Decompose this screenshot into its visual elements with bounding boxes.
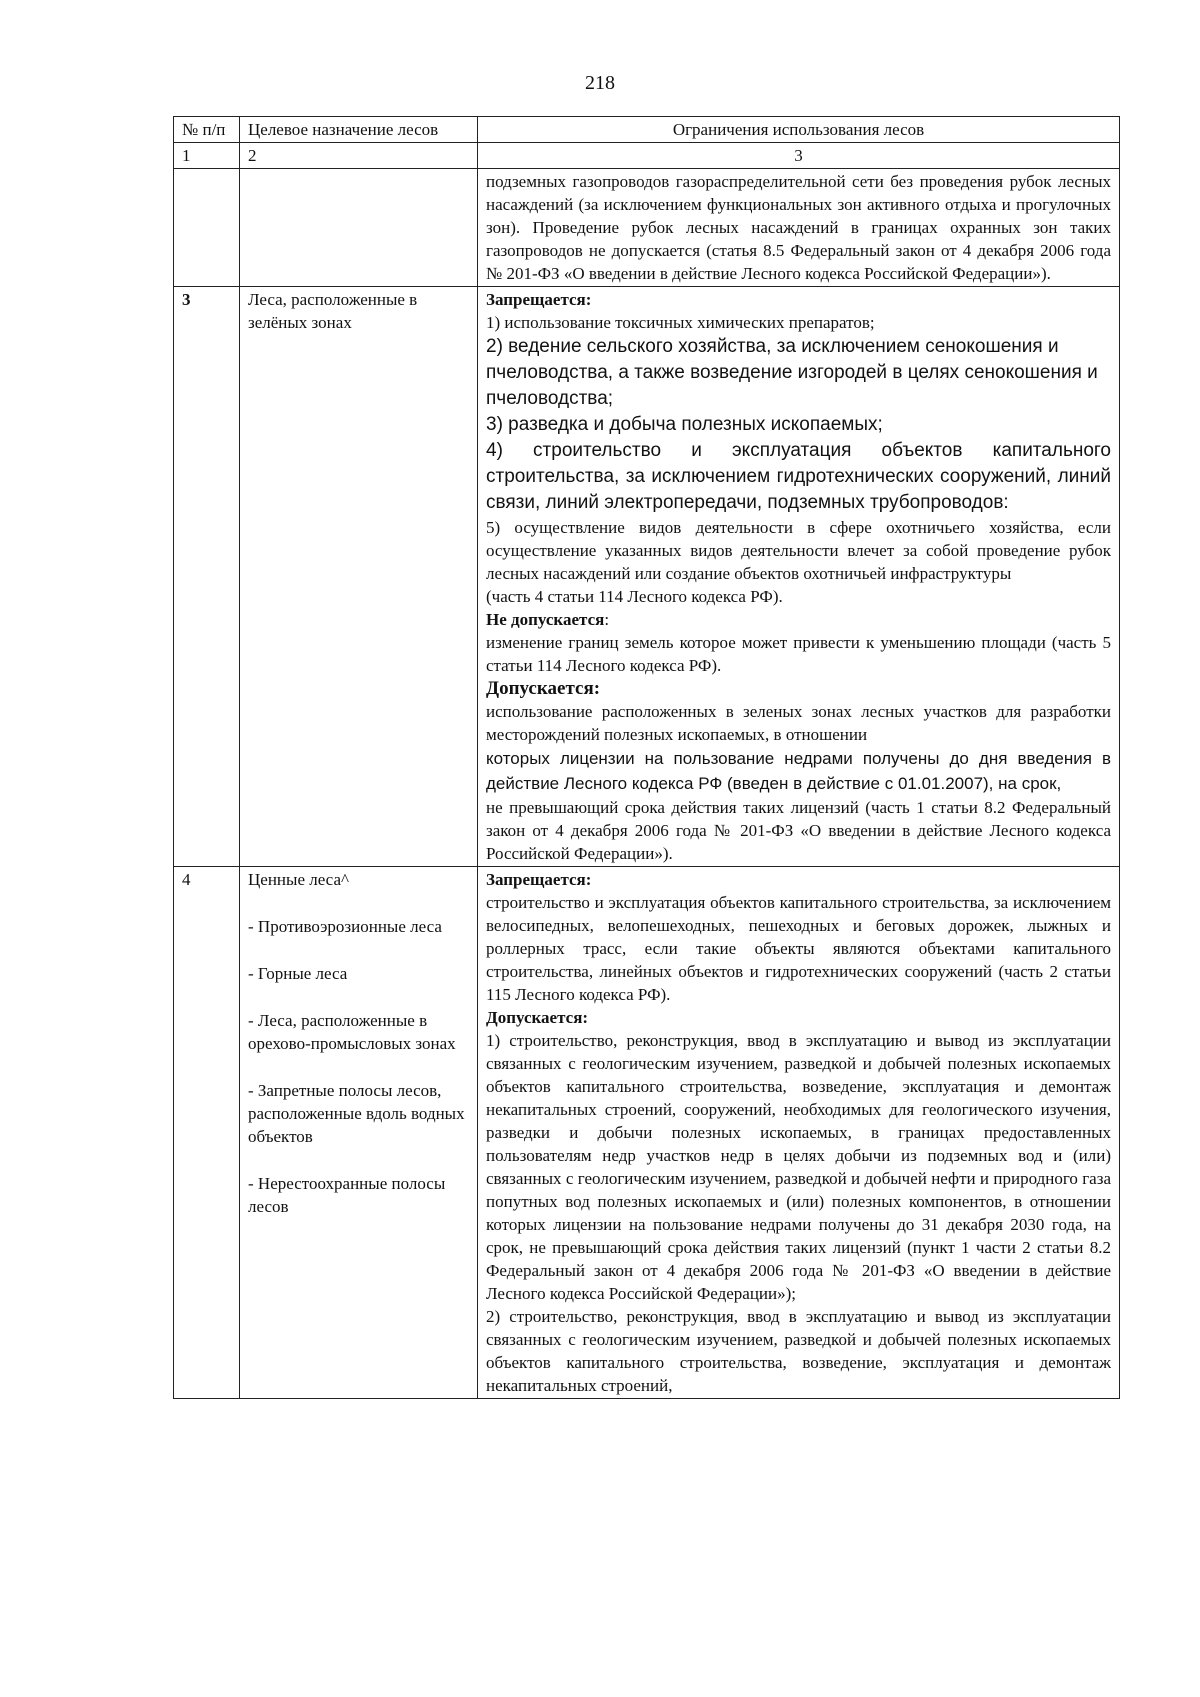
prohibited-heading: Запрещается: <box>486 290 592 309</box>
prohibited-item-5: 5) осуществление видов деятельности в сфере охотничьего хозяйства, если осуществление указанных видов деятельности влечет за собой проведение рубок лесных насаждений или создание объектов охотничьей инфраструктуры <box>486 518 1111 583</box>
table-row-valuable-forests <box>174 867 1120 1399</box>
table-header-row <box>174 117 1120 143</box>
row-purpose: Леса, расположенные в зелёных зонах <box>240 287 478 867</box>
allowed-item-2: 2) строительство, реконструкция, ввод в эксплуатацию и вывод из эксплуатации связанных с геологическим изучением, разведкой и добычей полезных ископаемых объектов капитального строительства, возведение, эксплуатация и демонтаж некапитальных строений, <box>486 1307 1111 1395</box>
header-restrictions: Ограничения использования лесов <box>478 117 1120 143</box>
not-allowed-heading: Не допускается <box>486 610 605 629</box>
continuation-text: подземных газопроводов газораспределительной сети без проведения рубок лесных насаждений (за исключением функциональных зон активного отдыха и прогулочных зон). Проведение рубок лесных насаждений в границах охранных зон таких газопроводов не допускается (статья 8.5 Федеральный закон от 4 декабря 2006 года № 201-ФЗ «О введении в действие Лесного кодекса Российской Федерации»). <box>478 169 1120 287</box>
purpose-item-spawning: - Нерестоохранные полосы лесов <box>248 1174 446 1216</box>
allowed-heading: Допускается: <box>486 1008 589 1027</box>
prohibited-text: строительство и эксплуатация объектов капитального строительства, за исключением велосипедных, велопешеходных, пешеходных и беговых дорожек, лыжных и роллерных трасс, если такие объекты являются объектами капитального строительства, линейных объектов и гидротехнических сооружений (часть 2 статьи 115 Лесного кодекса РФ). <box>486 893 1111 1004</box>
allowed-item-1: 1) строительство, реконструкция, ввод в эксплуатацию и вывод из эксплуатации связанных с геологическим изучением, разведкой и добычей полезных ископаемых объектов капитального строительства, возведение, эксплуатация и демонтаж некапитальных строений, сооружений, необходимых для геологического изучения, разведки и добычи полезных ископаемых, в границах предоставленных пользователям недр участков недр в целях добычи из подземных вод и (или) связанных с геологическим изучением, разведкой и добычей нефти и природного газа попутных вод полезных ископаемых и (или) полезных компонентов, в отношении которых лицензии на пользование недрами получены до 31 декабря 2030 года, на срок, не превышающий срока действия таких лицензий (пункт 1 части 2 статьи 8.2 Федеральный закон от 4 декабря 2006 года № 201-ФЗ «О введении в действие Лесного кодекса Российской Федерации»); <box>486 1031 1111 1303</box>
purpose-item-anti-erosion: - Противоэрозионные леса <box>248 917 442 936</box>
purpose-item-nut-zones: - Леса, расположенные в орехово-промысловых зонах <box>248 1011 456 1053</box>
prohibited-item-4: 4) строительство и эксплуатация объектов капитального строительства, за исключением гидротехнических сооружений, линий связи, линий электропередачи, подземных трубопроводов: <box>486 440 1111 513</box>
row-number: 3 <box>174 287 240 867</box>
forest-restrictions-table <box>173 116 1120 1399</box>
prohibited-item-3: 3) разведка и добыча полезных ископаемых; <box>486 414 883 435</box>
header-number: № п/п <box>174 117 240 143</box>
column-index-2: 2 <box>240 143 478 169</box>
column-index-row <box>174 143 1120 169</box>
allowed-text-a: использование расположенных в зеленых зонах лесных участков для разработки месторождений полезных ископаемых, в отношении <box>486 702 1111 744</box>
allowed-text-c: не превышающий срока действия таких лицензий (часть 1 статьи 8.2 Федеральный закон от 4 декабря 2006 года № 201-ФЗ «О введении в действие Лесного кодекса Российской Федерации»). <box>486 798 1111 863</box>
allowed-text-b: которых лицензии на пользование недрами получены до дня введения в действие Лесного кодекса РФ (введен в действие с 01.01.2007), на срок, <box>486 749 1111 793</box>
row-number: 4 <box>174 867 240 1399</box>
purpose-item-water-strips: - Запретные полосы лесов, расположенные вдоль водных объектов <box>248 1081 465 1146</box>
not-allowed-heading-line <box>486 608 1111 631</box>
not-allowed-text: изменение границ земель которое может привести к уменьшению площади (часть 5 статьи 114 Лесного кодекса РФ). <box>486 633 1111 675</box>
column-index-1: 1 <box>174 143 240 169</box>
row-number-cell <box>174 169 240 287</box>
purpose-item-mountain: - Горные леса <box>248 964 348 983</box>
row-restrictions <box>478 287 1120 867</box>
purpose-item-valuable: Ценные леса^ <box>248 870 349 889</box>
header-purpose: Целевое назначение лесов <box>240 117 478 143</box>
table-row-continuation <box>174 169 1120 287</box>
not-allowed-colon: : <box>604 610 610 629</box>
row-purpose <box>240 867 478 1399</box>
column-index-3: 3 <box>478 143 1120 169</box>
prohibited-reference: (часть 4 статьи 114 Лесного кодекса РФ). <box>486 587 783 606</box>
row-restrictions <box>478 867 1120 1399</box>
row-purpose-cell <box>240 169 478 287</box>
prohibited-item-1: 1) использование токсичных химических препаратов; <box>486 313 875 332</box>
page-number: 218 <box>585 72 615 94</box>
prohibited-heading: Запрещается: <box>486 870 592 889</box>
table-row-green-zones <box>174 287 1120 867</box>
allowed-heading: Допускается: <box>486 678 601 699</box>
prohibited-item-2: 2) ведение сельского хозяйства, за исключением сенокошения и пчеловодства, а также возведение изгородей в целях сенокошения и пчеловодства; <box>486 336 1098 409</box>
